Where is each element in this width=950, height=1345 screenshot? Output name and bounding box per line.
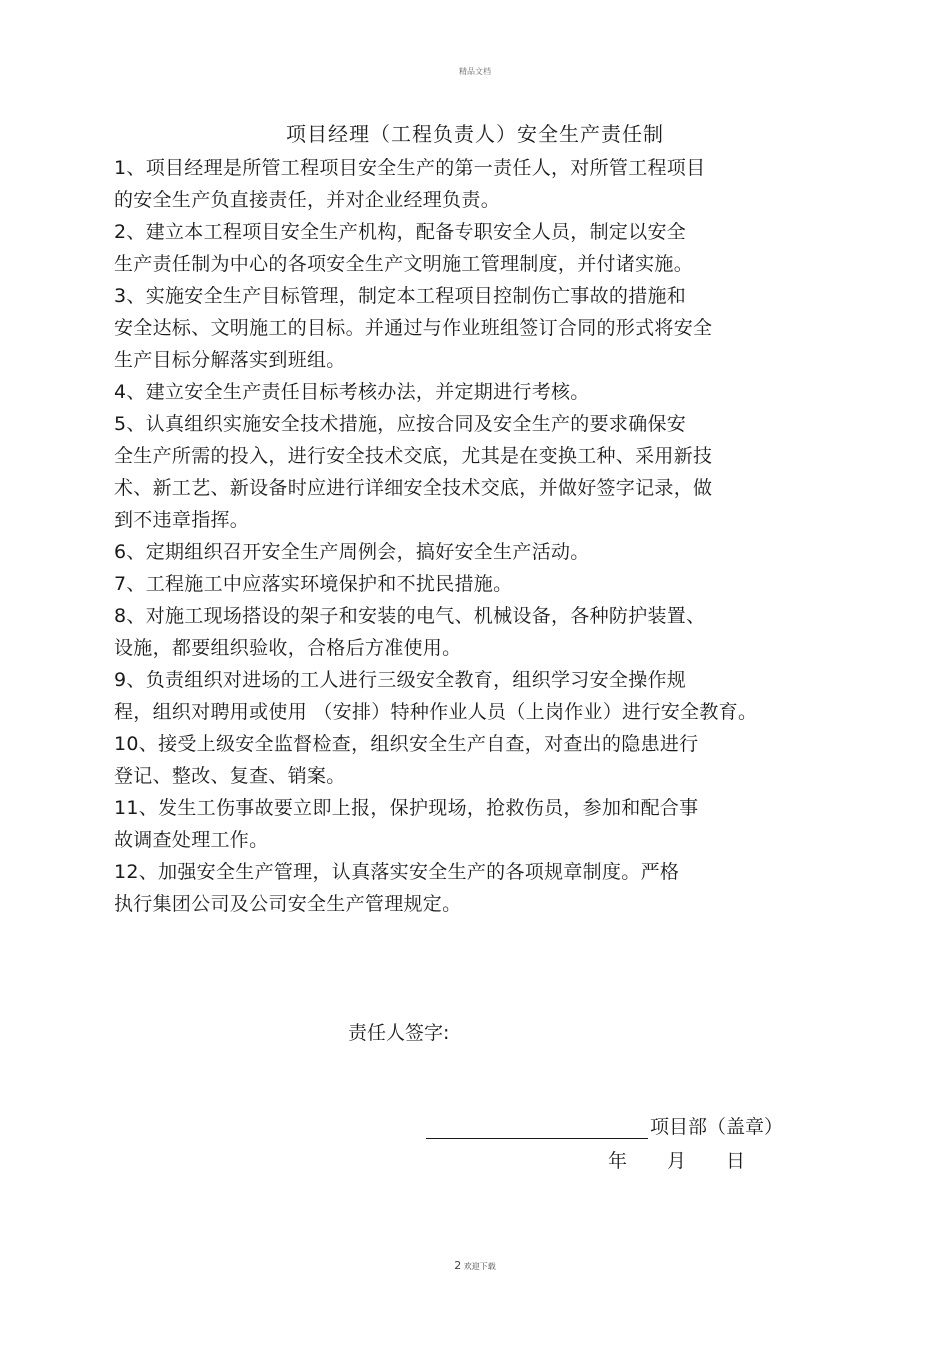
clause-line: 4、建立安全生产责任目标考核办法，并定期进行考核。 bbox=[114, 381, 590, 403]
stamp-blank-line bbox=[426, 1118, 648, 1139]
clause-line: 2、建立本工程项目安全生产机构，配备专职安全人员，制定以安全 bbox=[114, 221, 687, 243]
page-footer bbox=[0, 1259, 950, 1272]
clause-line: 到不违章指挥。 bbox=[114, 509, 250, 531]
clause-line: 11、发生工伤事故要立即上报，保护现场，抢救伤员，参加和配合事 bbox=[114, 797, 699, 819]
clause-line: 术、新工艺、新设备时应进行详细安全技术交底，并做好签字记录，做 bbox=[114, 477, 713, 499]
clause-line: 故调查处理工作。 bbox=[114, 829, 269, 851]
clause-line: 7、工程施工中应落实环境保护和不扰民措施。 bbox=[114, 573, 513, 595]
signature-label: 责任人签字: bbox=[348, 1022, 450, 1044]
document-title: 项目经理（工程负责人）安全生产责任制 bbox=[286, 122, 664, 146]
clause-line: 程，组织对聘用或使用 （安排）特种作业人员（上岗作业）进行安全教育。 bbox=[114, 701, 758, 723]
page-number: 2 bbox=[454, 1259, 462, 1272]
clause-line: 生产责任制为中心的各项安全生产文明施工管理制度，并付诸实施。 bbox=[114, 253, 694, 275]
clause-line: 执行集团公司及公司安全生产管理规定。 bbox=[114, 893, 462, 915]
clause-line: 8、对施工现场搭设的架子和安装的电气、机械设备，各种防护装置、 bbox=[114, 605, 706, 627]
stamp-row bbox=[426, 1112, 783, 1139]
clause-line: 9、负责组织对进场的工人进行三级安全教育，组织学习安全操作规 bbox=[114, 669, 687, 691]
header-watermark: 精品文档 bbox=[459, 67, 491, 76]
clause-line: 的安全生产负直接责任，并对企业经理负责。 bbox=[114, 189, 501, 211]
clause-line: 12、加强安全生产管理，认真落实安全生产的各项规章制度。严格 bbox=[114, 861, 680, 883]
date-day: 日 bbox=[726, 1150, 746, 1172]
clause-line: 全生产所需的投入，进行安全技术交底，尤其是在变换工种、采用新技 bbox=[114, 445, 713, 467]
clause-line: 5、认真组织实施安全技术措施，应按合同及安全生产的要求确保安 bbox=[114, 413, 687, 435]
clause-line: 10、接受上级安全监督检查，组织安全生产自查，对查出的隐患进行 bbox=[114, 733, 699, 755]
clause-line: 1、项目经理是所管工程项目安全生产的第一责任人，对所管工程项目 bbox=[114, 157, 706, 179]
date-row bbox=[608, 1146, 745, 1173]
clause-line: 6、定期组织召开安全生产周例会，搞好安全生产活动。 bbox=[114, 541, 590, 563]
clause-line: 3、实施安全生产目标管理，制定本工程项目控制伤亡事故的措施和 bbox=[114, 285, 687, 307]
clause-line: 安全达标、文明施工的目标。并通过与作业班组签订合同的形式将安全 bbox=[114, 317, 713, 339]
footer-caption: 欢迎下载 bbox=[463, 1262, 496, 1271]
date-month: 月 bbox=[667, 1150, 687, 1172]
clause-line: 登记、整改、复查、销案。 bbox=[114, 765, 346, 787]
clause-list bbox=[114, 152, 804, 920]
date-year: 年 bbox=[608, 1150, 628, 1172]
stamp-label: 项目部（盖章） bbox=[650, 1116, 784, 1138]
clause-line: 生产目标分解落实到班组。 bbox=[114, 349, 346, 371]
clause-line: 设施，都要组织验收，合格后方准使用。 bbox=[114, 637, 462, 659]
